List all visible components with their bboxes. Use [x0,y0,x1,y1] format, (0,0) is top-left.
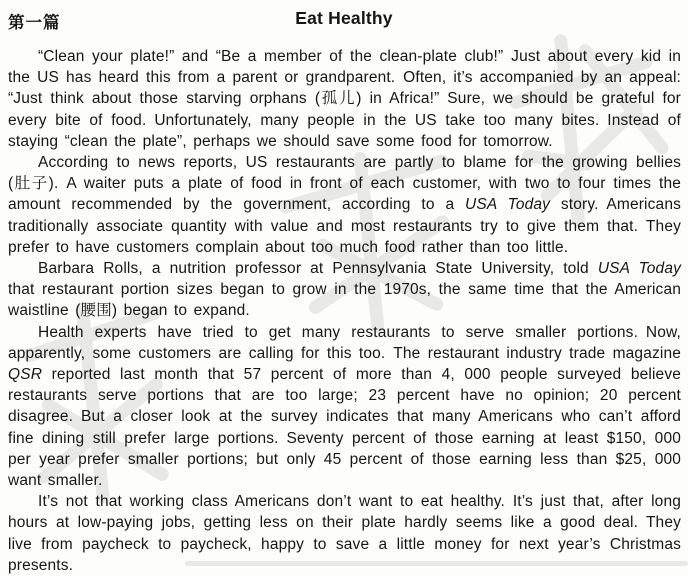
paragraph-text: reported last month that 57 percent of more than 4, 000 people surveyed believe restaurants serve portions that are too large; 23 percent have no opinion; 20 percent disagree. But a closer look at the survey indicates that many Americans who can’t afford fine dining still prefer large portions. Seventy percent of those earning at least $150, 000 per year prefer smaller portions; but only 45 percent of those earning less than $25, 000 want smaller. [8,366,681,490]
paragraph-text: Barbara Rolls, a nutrition professor at Pennsylvania State University, told [38,260,598,278]
paragraph [8,258,681,322]
paragraph-text: It’s not that working class Americans don’t want to eat healthy. It’s just that, after long hours at low-paying jobs, getting less on their plate hardly seems like a good deal. They live from paycheck to paycheck, happy to save a little money for next year’s Christmas presents. [8,493,681,574]
passage-number-label: 第一篇 [8,14,61,32]
publication-name-italic: USA Today [597,260,681,278]
page-title: Eat Healthy [295,8,393,28]
publication-name-italic: USA Today [465,196,551,214]
paragraph-text: Health experts have tried to get many restaurants to serve smaller portions. Now, apparently, some customers are calling for this too. The restaurant industry trade magazine [8,323,681,362]
paragraph [8,491,681,576]
paragraph-text: “Clean your plate!” and “Be a member of the clean-plate club!” Just about every kid in the US has heard this from a parent or grandparent. Often, it’s accompanied by an appeal: “Just think about those starving orphans (孤儿) in Africa!” Sure, we should be grateful for every bite of food. Unfortunately, many people in the US take too many bites. Instead of staying “clean the plate”, perhaps we should save some food for tomorrow. [8,48,681,150]
paragraph [8,322,681,492]
passage-body [8,46,681,576]
paragraph-text: story. Americans traditionally associate quantity with value and most restaurants try to give them that. They prefer to have customers complain about too much food rather than too little. [8,196,681,256]
paragraph-text: According to news reports, US restaurants are partly to blame for the growing bellies (肚子). A waiter puts a plate of food in front of each customer, with two to four times the amount recommended by the government, according to a [8,154,681,214]
paragraph [8,152,681,258]
paragraph [8,46,681,152]
header [0,0,688,38]
publication-name-italic: QSR [8,366,43,384]
paragraph-text: that restaurant portion sizes began to grow in the 1970s, the same time that the American waistline (腰围) began to expand. [8,281,681,320]
